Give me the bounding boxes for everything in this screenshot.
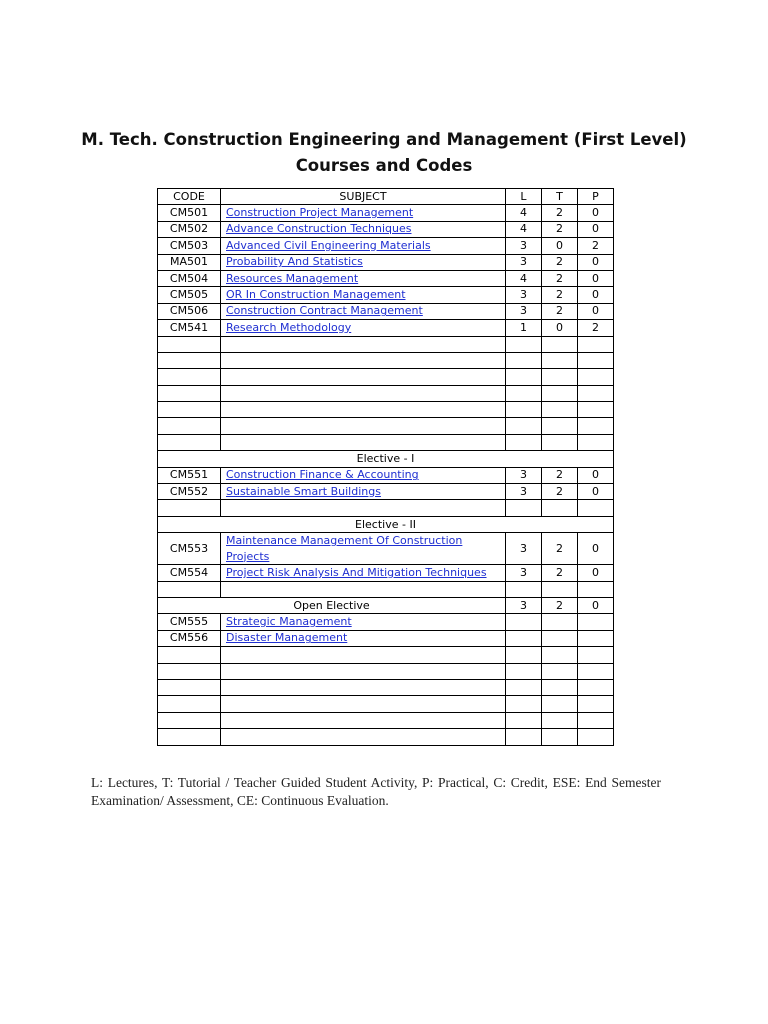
- course-subject-link[interactable]: Construction Contract Management: [226, 304, 423, 318]
- table-row: [158, 484, 614, 500]
- page-subtitle: Courses and Codes: [295, 156, 473, 175]
- course-subject-cell: [221, 270, 506, 286]
- lecture-hours: 4: [506, 221, 542, 237]
- tutorial-hours: 0: [542, 320, 578, 336]
- course-code: CM554: [158, 565, 221, 581]
- course-subject-link[interactable]: OR In Construction Management: [226, 288, 406, 302]
- course-subject-link[interactable]: Maintenance Management Of Construction Projects: [226, 534, 463, 563]
- course-code: CM556: [158, 630, 221, 646]
- tutorial-hours: 2: [542, 303, 578, 319]
- course-code: CM551: [158, 467, 221, 483]
- elective-2-heading-row: [158, 516, 614, 532]
- practical-hours: 0: [578, 597, 614, 613]
- empty-row: [158, 402, 614, 418]
- empty-row: [158, 434, 614, 450]
- lecture-hours: 3: [506, 565, 542, 581]
- elective-2-heading: Elective - II: [158, 516, 614, 532]
- tutorial-hours: 2: [542, 533, 578, 565]
- empty-row: [158, 385, 614, 401]
- course-subject-cell: [221, 221, 506, 237]
- practical-hours: 0: [578, 287, 614, 303]
- practical-hours: 0: [578, 467, 614, 483]
- course-subject-link[interactable]: Disaster Management: [226, 631, 348, 645]
- course-subject-cell: [221, 565, 506, 581]
- tutorial-hours: 2: [542, 287, 578, 303]
- column-header-code: CODE: [158, 189, 221, 205]
- courses-table: [157, 188, 614, 746]
- tutorial-hours: 0: [542, 238, 578, 254]
- practical-hours: 0: [578, 270, 614, 286]
- page-title: M. Tech. Construction Engineering and Management (First Level): [81, 130, 687, 149]
- table-row: [158, 205, 614, 221]
- table-row: [158, 254, 614, 270]
- course-code: MA501: [158, 254, 221, 270]
- practical-hours: 2: [578, 238, 614, 254]
- table-row: [158, 630, 614, 646]
- open-elective-heading: Open Elective: [158, 597, 506, 613]
- course-subject-cell: [221, 614, 506, 630]
- course-subject-link[interactable]: Construction Finance & Accounting: [226, 468, 419, 482]
- empty-row: [158, 729, 614, 745]
- course-subject-cell: [221, 484, 506, 500]
- elective-1-heading: Elective - I: [158, 451, 614, 467]
- lecture-hours: 4: [506, 270, 542, 286]
- empty-row: [158, 679, 614, 695]
- course-subject-cell: [221, 205, 506, 221]
- practical-hours: 0: [578, 205, 614, 221]
- lecture-hours: 3: [506, 533, 542, 565]
- lecture-hours: 3: [506, 303, 542, 319]
- tutorial-hours: 2: [542, 597, 578, 613]
- empty-row: [158, 663, 614, 679]
- course-code: CM553: [158, 533, 221, 565]
- elective-1-heading-row: [158, 451, 614, 467]
- course-code: CM502: [158, 221, 221, 237]
- open-elective-heading-row: [158, 597, 614, 613]
- table-row: [158, 221, 614, 237]
- course-subject-cell: [221, 287, 506, 303]
- course-code: CM505: [158, 287, 221, 303]
- practical-hours: 0: [578, 565, 614, 581]
- practical-hours: 2: [578, 320, 614, 336]
- lecture-hours: 3: [506, 254, 542, 270]
- table-row: [158, 238, 614, 254]
- table-row: [158, 467, 614, 483]
- tutorial-hours: 2: [542, 221, 578, 237]
- course-subject-link[interactable]: Construction Project Management: [226, 206, 414, 220]
- table-row: [158, 270, 614, 286]
- lecture-hours: 3: [506, 467, 542, 483]
- column-header-l: L: [506, 189, 542, 205]
- course-code: CM506: [158, 303, 221, 319]
- practical-hours: 0: [578, 533, 614, 565]
- empty-row: [158, 581, 614, 597]
- practical-hours: 0: [578, 303, 614, 319]
- course-subject-cell: [221, 320, 506, 336]
- table-row: [158, 303, 614, 319]
- tutorial-hours: 2: [542, 254, 578, 270]
- course-subject-cell: [221, 254, 506, 270]
- tutorial-hours: 2: [542, 270, 578, 286]
- empty-row: [158, 418, 614, 434]
- table-row: [158, 614, 614, 630]
- course-subject-link[interactable]: Probability And Statistics: [226, 255, 363, 269]
- course-subject-link[interactable]: Advance Construction Techniques: [226, 222, 412, 236]
- table-row: [158, 287, 614, 303]
- practical-hours: 0: [578, 254, 614, 270]
- empty-row: [158, 369, 614, 385]
- tutorial-hours: 2: [542, 467, 578, 483]
- course-subject-link[interactable]: Project Risk Analysis And Mitigation Techniques: [226, 565, 487, 579]
- empty-row: [158, 336, 614, 352]
- lecture-hours: 4: [506, 205, 542, 221]
- column-header-t: T: [542, 189, 578, 205]
- course-subject-cell: [221, 533, 506, 565]
- tutorial-hours: 2: [542, 484, 578, 500]
- table-row: [158, 533, 614, 565]
- table-row: [158, 565, 614, 581]
- course-code: CM552: [158, 484, 221, 500]
- course-subject-link[interactable]: Strategic Management: [226, 615, 352, 629]
- course-subject-link[interactable]: Sustainable Smart Buildings: [226, 484, 381, 498]
- course-subject-cell: [221, 303, 506, 319]
- empty-row: [158, 500, 614, 516]
- tutorial-hours: 2: [542, 205, 578, 221]
- course-subject-link[interactable]: Research Methodology: [226, 320, 352, 334]
- empty-row: [158, 712, 614, 728]
- column-header-p: P: [578, 189, 614, 205]
- column-header-subject: SUBJECT: [221, 189, 506, 205]
- lecture-hours: 1: [506, 320, 542, 336]
- lecture-hours: 3: [506, 287, 542, 303]
- course-code: CM541: [158, 320, 221, 336]
- course-subject-link[interactable]: Advanced Civil Engineering Materials: [226, 238, 431, 252]
- empty-row: [158, 647, 614, 663]
- lecture-hours: 3: [506, 238, 542, 254]
- course-code: CM555: [158, 614, 221, 630]
- course-code: CM504: [158, 270, 221, 286]
- table-row: [158, 320, 614, 336]
- course-code: CM503: [158, 238, 221, 254]
- table-header-row: [158, 189, 614, 205]
- practical-hours: 0: [578, 221, 614, 237]
- course-subject-link[interactable]: Resources Management: [226, 271, 359, 285]
- lecture-hours: 3: [506, 484, 542, 500]
- empty-row: [158, 696, 614, 712]
- course-code: CM501: [158, 205, 221, 221]
- course-subject-cell: [221, 238, 506, 254]
- lecture-hours: 3: [506, 597, 542, 613]
- practical-hours: 0: [578, 484, 614, 500]
- course-subject-cell: [221, 630, 506, 646]
- tutorial-hours: 2: [542, 565, 578, 581]
- empty-row: [158, 352, 614, 368]
- course-subject-cell: [221, 467, 506, 483]
- legend-footnote: L: Lectures, T: Tutorial / Teacher Guided Student Activity, P: Practical, C: Credit, ESE: End Semester Examination/ Assessment, CE: Continuous Evaluation.: [91, 775, 661, 808]
